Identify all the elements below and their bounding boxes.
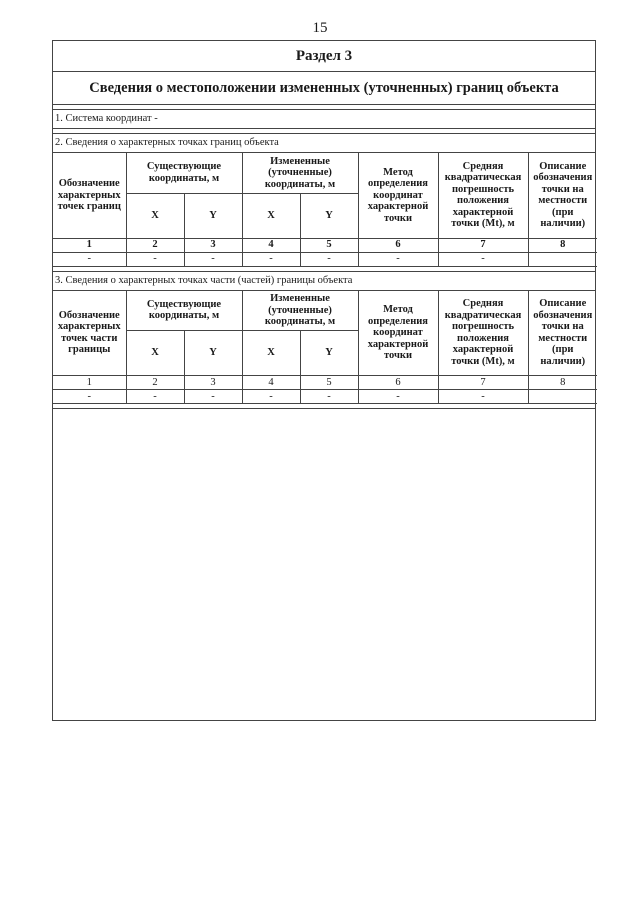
table-cell: 8: [528, 238, 597, 252]
table-cell: [528, 252, 597, 266]
table2-caption: 3. Сведения о характерных точках части (частей) границы объекта: [53, 272, 595, 291]
table-row: [53, 252, 597, 266]
table-cell: -: [126, 252, 184, 266]
table2-header-method: Метод определения координат характерной точки: [358, 291, 438, 376]
table1-header-y: Y: [300, 193, 358, 238]
spacer-row: [53, 404, 595, 409]
table2-header-y: Y: [300, 331, 358, 376]
table-cell: 4: [242, 376, 300, 390]
table-cell: 1: [53, 376, 126, 390]
table-cell: 7: [438, 238, 528, 252]
table1-header-y: Y: [184, 193, 242, 238]
table-cell: -: [438, 252, 528, 266]
table1-header-changed: Измененные (уточненные) координаты, м: [242, 153, 358, 193]
table1-header-method: Метод определения координат характерной точки: [358, 153, 438, 238]
table-cell: -: [53, 390, 126, 404]
table1-caption: 2. Сведения о характерных точках границ объекта: [53, 134, 595, 153]
table-cell: -: [53, 252, 126, 266]
table2-header-y: Y: [184, 331, 242, 376]
table-cell: -: [126, 390, 184, 404]
table-cell: [528, 390, 597, 404]
table1-header-mse: Средняя квадратическая погрешность положения характерной точки (Mt), м: [438, 153, 528, 238]
table1-header-description: Описание обозначения точки на местности (при наличии): [528, 153, 597, 238]
table-cell: -: [358, 390, 438, 404]
table-cell: -: [438, 390, 528, 404]
table1-header-x: X: [126, 193, 184, 238]
table-cell: -: [242, 252, 300, 266]
table-cell: 6: [358, 376, 438, 390]
table-cell: 3: [184, 376, 242, 390]
table-cell: -: [242, 390, 300, 404]
table2-number-row: [53, 376, 597, 390]
table1-header-existing: Существующие координаты, м: [126, 153, 242, 193]
table-cell: 2: [126, 376, 184, 390]
table2-header-changed: Измененные (уточненные) координаты, м: [242, 291, 358, 331]
table2-header-description: Описание обозначения точки на местности (при наличии): [528, 291, 597, 376]
table-cell: 4: [242, 238, 300, 252]
table-cell: -: [184, 252, 242, 266]
coordinate-system-line: 1. Система координат -: [53, 110, 595, 129]
table1-header-x: X: [242, 193, 300, 238]
section-title: Раздел 3: [53, 41, 595, 72]
table-cell: -: [300, 390, 358, 404]
page-number: 15: [312, 20, 328, 36]
table-cell: -: [300, 252, 358, 266]
table1: [53, 153, 597, 267]
table2-header-x: X: [242, 331, 300, 376]
table-cell: 5: [300, 238, 358, 252]
table-cell: 1: [53, 238, 126, 252]
table-cell: -: [358, 252, 438, 266]
table2-header-mse: Средняя квадратическая погрешность положения характерной точки (Mt), м: [438, 291, 528, 376]
table1-header-point: Обозначение характерных точек границ: [53, 153, 126, 238]
table2-header-x: X: [126, 331, 184, 376]
table-cell: 2: [126, 238, 184, 252]
table1-number-row: [53, 238, 597, 252]
document-frame: [52, 40, 596, 721]
table-cell: 5: [300, 376, 358, 390]
section-subtitle: Сведения о местоположении измененных (уточненных) границ объекта: [53, 72, 595, 105]
table-cell: 6: [358, 238, 438, 252]
table-cell: 3: [184, 238, 242, 252]
table2: [53, 291, 597, 405]
table-cell: 7: [438, 376, 528, 390]
table2-header-existing: Существующие координаты, м: [126, 291, 242, 331]
table2-header-point: Обозначение характерных точек части границы: [53, 291, 126, 376]
table-row: [53, 390, 597, 404]
table-cell: -: [184, 390, 242, 404]
table-cell: 8: [528, 376, 597, 390]
